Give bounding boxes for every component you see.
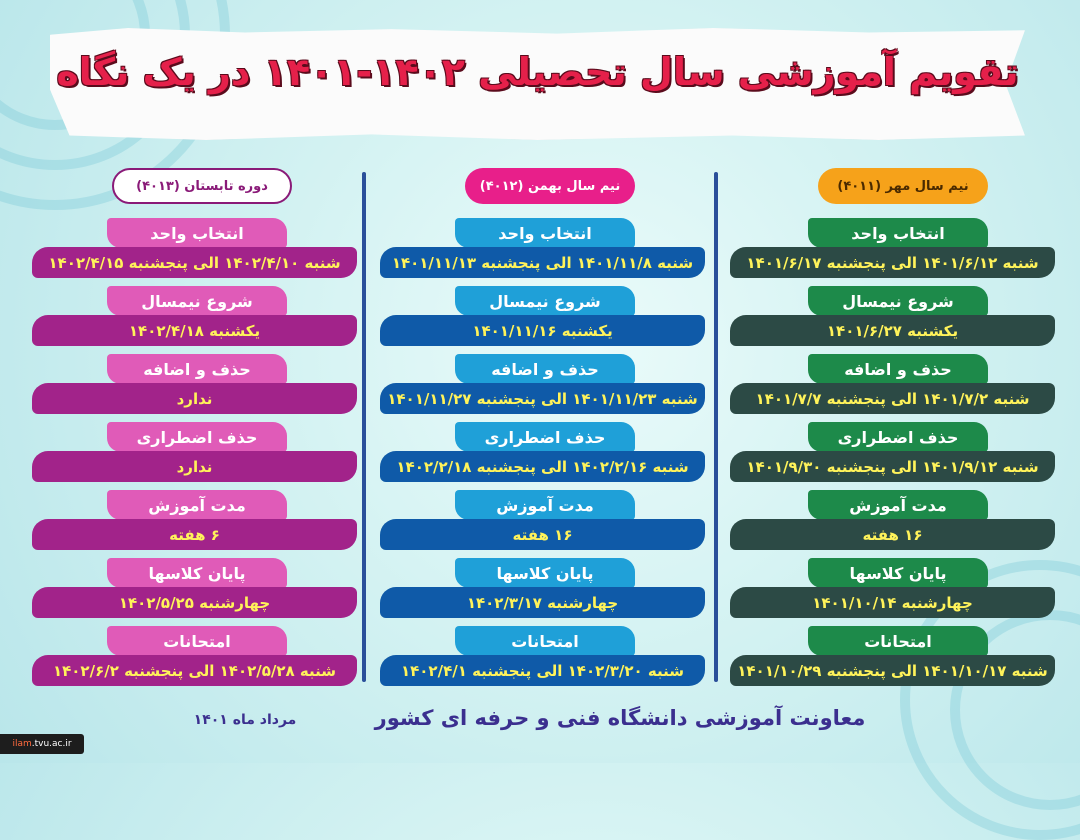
row-value: شنبه ۱۴۰۱/۹/۱۲ الی پنجشنبه ۱۴۰۱/۹/۳۰ bbox=[730, 451, 1055, 482]
row-label: امتحانات bbox=[107, 626, 287, 656]
row-label: انتخاب واحد bbox=[808, 218, 988, 248]
row-label: انتخاب واحد bbox=[455, 218, 635, 248]
row-value: شنبه ۱۴۰۱/۱۱/۸ الی پنجشنبه ۱۴۰۱/۱۱/۱۳ bbox=[380, 247, 705, 278]
row-value: ندارد bbox=[32, 383, 357, 414]
row-label: شروع نیمسال bbox=[808, 286, 988, 316]
row-label: حذف و اضافه bbox=[808, 354, 988, 384]
row-value: شنبه ۱۴۰۱/۷/۲ الی پنجشنبه ۱۴۰۱/۷/۷ bbox=[730, 383, 1055, 414]
column-divider bbox=[714, 172, 718, 682]
row-value: شنبه ۱۴۰۲/۴/۱۰ الی پنجشنبه ۱۴۰۲/۴/۱۵ bbox=[32, 247, 357, 278]
row-label: امتحانات bbox=[455, 626, 635, 656]
row-label: شروع نیمسال bbox=[455, 286, 635, 316]
row-label: مدت آموزش bbox=[808, 490, 988, 520]
row-label: حذف اضطراری bbox=[455, 422, 635, 452]
row-value: ندارد bbox=[32, 451, 357, 482]
column-divider bbox=[362, 172, 366, 682]
site-url-prefix: ilam bbox=[12, 739, 32, 749]
row-value: یکشنبه ۱۴۰۱/۶/۲۷ bbox=[730, 315, 1055, 346]
site-url-tag[interactable] bbox=[0, 734, 84, 754]
row-label: حذف و اضافه bbox=[455, 354, 635, 384]
row-value: ۱۶ هفته bbox=[730, 519, 1055, 550]
row-label: انتخاب واحد bbox=[107, 218, 287, 248]
row-value: ۶ هفته bbox=[32, 519, 357, 550]
row-label: پایان کلاسها bbox=[107, 558, 287, 588]
row-label: مدت آموزش bbox=[107, 490, 287, 520]
column-header-bahman: نیم سال بهمن (۴۰۱۲) bbox=[465, 168, 635, 204]
row-value: یکشنبه ۱۴۰۲/۴/۱۸ bbox=[32, 315, 357, 346]
row-value: یکشنبه ۱۴۰۱/۱۱/۱۶ bbox=[380, 315, 705, 346]
footer-date: مرداد ماه ۱۴۰۱ bbox=[193, 712, 297, 728]
row-value: شنبه ۱۴۰۱/۱۱/۲۳ الی پنجشنبه ۱۴۰۱/۱۱/۲۷ bbox=[380, 383, 705, 414]
column-header-summer: دوره تابستان (۴۰۱۳) bbox=[112, 168, 292, 204]
row-label: حذف و اضافه bbox=[107, 354, 287, 384]
row-label: حذف اضطراری bbox=[107, 422, 287, 452]
footer-department: معاونت آموزشی دانشگاه فنی و حرفه ای کشور bbox=[374, 706, 866, 730]
row-label: امتحانات bbox=[808, 626, 988, 656]
site-url-suffix: .tvu.ac.ir bbox=[31, 739, 72, 749]
page-title: تقویم آموزشی سال تحصیلی ۱۴۰۲-۱۴۰۱ در یک نگاه bbox=[56, 50, 1019, 94]
row-label: حذف اضطراری bbox=[808, 422, 988, 452]
row-label: شروع نیمسال bbox=[107, 286, 287, 316]
row-value: شنبه ۱۴۰۲/۵/۲۸ الی پنجشنبه ۱۴۰۲/۶/۲ bbox=[32, 655, 357, 686]
row-value: چهارشنبه ۱۴۰۲/۵/۲۵ bbox=[32, 587, 357, 618]
row-value: شنبه ۱۴۰۲/۳/۲۰ الی پنجشنبه ۱۴۰۲/۴/۱ bbox=[380, 655, 705, 686]
row-value: ۱۶ هفته bbox=[380, 519, 705, 550]
row-value: شنبه ۱۴۰۲/۲/۱۶ الی پنجشنبه ۱۴۰۲/۲/۱۸ bbox=[380, 451, 705, 482]
row-value: شنبه ۱۴۰۱/۶/۱۲ الی پنجشنبه ۱۴۰۱/۶/۱۷ bbox=[730, 247, 1055, 278]
row-value: شنبه ۱۴۰۱/۱۰/۱۷ الی پنجشنبه ۱۴۰۱/۱۰/۲۹ bbox=[730, 655, 1055, 686]
row-value: چهارشنبه ۱۴۰۱/۱۰/۱۴ bbox=[730, 587, 1055, 618]
row-label: پایان کلاسها bbox=[455, 558, 635, 588]
row-label: پایان کلاسها bbox=[808, 558, 988, 588]
row-label: مدت آموزش bbox=[455, 490, 635, 520]
column-header-mehr: نیم سال مهر (۴۰۱۱) bbox=[818, 168, 988, 204]
row-value: چهارشنبه ۱۴۰۲/۳/۱۷ bbox=[380, 587, 705, 618]
